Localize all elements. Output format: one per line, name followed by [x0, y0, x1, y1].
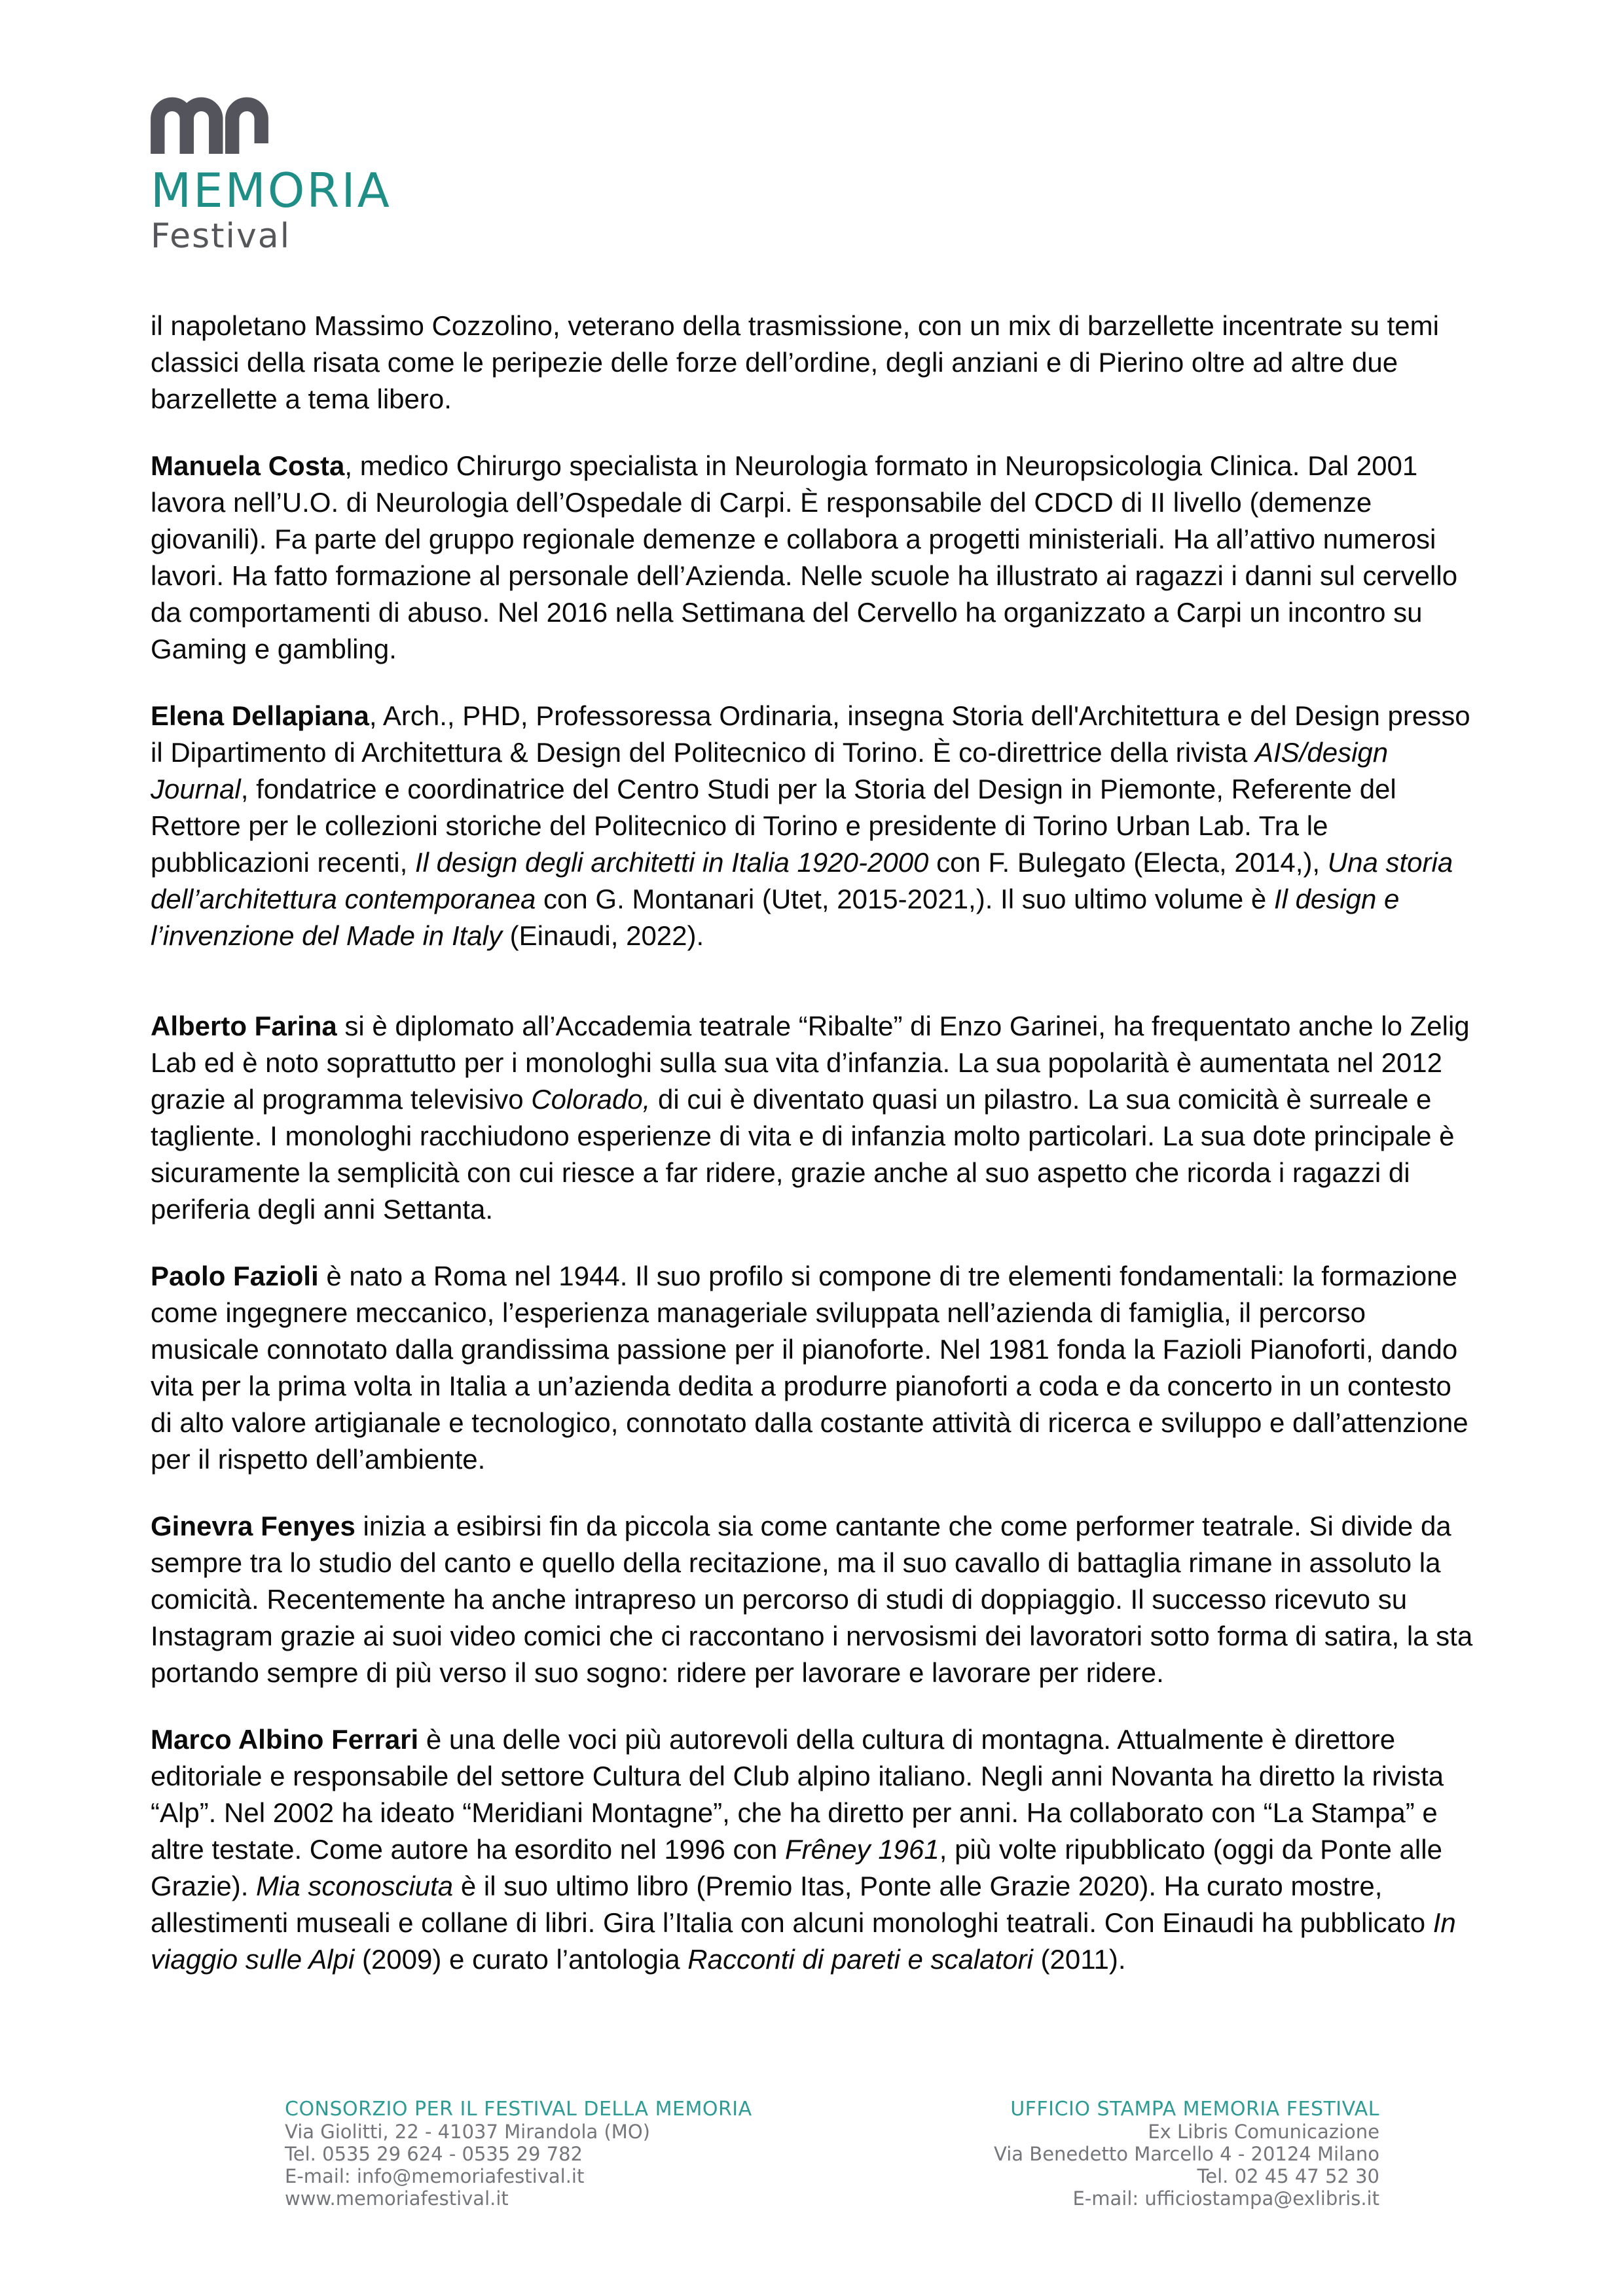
footer-ufficio-stampa-company: Ex Libris Comunicazione: [1148, 2121, 1379, 2143]
bio-text-block: [151, 308, 1473, 2008]
bio-paragraph-massimo-cozzolino: il napoletano Massimo Cozzolino, veterano della trasmissione, con un mix di barzellette incentrate su temi classici della risata come le peripezie delle forze dell’ordine, degli anziani e di Pierino oltre ad altre due barzellette a tema libero.: [151, 310, 1439, 414]
footer-consorzio-website: www.memoriafestival.it: [285, 2187, 509, 2210]
footer: [285, 2098, 1379, 2210]
logo-wordmark: MEMORIA: [151, 163, 392, 218]
footer-consorzio-heading: CONSORZIO PER IL FESTIVAL DELLA MEMORIA: [285, 2098, 752, 2121]
bio-paragraph-elena-dellapiana: Elena Dellapiana, Arch., PHD, Professoressa Ordinaria, insegna Storia dell'Architettura e del Design presso il Dipartimento di Architettura & Design del Politecnico di Torino. È co-direttrice della rivista AIS/design Journal, fondatrice e coordinatrice del Centro Studi per la Storia del Design in Piemonte, Referente del Rettore per le collezioni storiche del Politecnico di Torino e presidente di Torino Urban Lab. Tra le pubblicazioni recenti, Il design degli architetti in Italia 1920-2000 con F. Bulegato (Electa, 2014,), Una storia dell’architettura contemporanea con G. Montanari (Utet, 2015-2021,). Il suo ultimo volume è Il design e l’invenzione del Made in Italy (Einaudi, 2022).: [151, 700, 1470, 951]
logo-subtitle: Festival: [151, 217, 291, 256]
festival-logo: [151, 96, 392, 256]
footer-consorzio-email: E-mail: info@memoriafestival.it: [285, 2165, 585, 2187]
bio-paragraph-alberto-farina: Alberto Farina si è diplomato all’Accademia teatrale “Ribalte” di Enzo Garinei, ha frequentato anche lo Zelig Lab ed è noto soprattutto per i monologhi sulla sua vita d’infanzia. La sua popolarità è aumentata nel 2012 grazie al programma televisivo Colorado, di cui è diventato quasi un pilastro. La sua comicità è surreale e tagliente. I monologhi racchiudono esperienze di vita e di infanzia molto particolari. La sua dote principale è sicuramente la semplicità con cui riesce a far ridere, grazie anche al suo aspetto che ricorda i ragazzi di periferia degli anni Settanta.: [151, 1011, 1470, 1225]
footer-ufficio-stampa-phone: Tel. 02 45 47 52 30: [1197, 2165, 1379, 2187]
memoria-arches-icon: [151, 96, 268, 154]
footer-ufficio-stampa-heading: UFFICIO STAMPA MEMORIA FESTIVAL: [1010, 2098, 1379, 2121]
footer-consorzio-address: Via Giolitti, 22 - 41037 Mirandola (MO): [285, 2121, 650, 2143]
footer-consorzio-phone: Tel. 0535 29 624 - 0535 29 782: [285, 2143, 583, 2165]
bio-paragraph-manuela-costa: Manuela Costa, medico Chirurgo specialista in Neurologia formato in Neuropsicologia Clinica. Dal 2001 lavora nell’U.O. di Neurologia dell’Ospedale di Carpi. È responsabile del CDCD di II livello (demenze giovanili). Fa parte del gruppo regionale demenze e collabora a progetti ministeriali. Ha all’attivo numerosi lavori. Ha fatto formazione al personale dell’Azienda. Nelle scuole ha illustrato ai ragazzi i danni sul cervello da comportamenti di abuso. Nel 2016 nella Settimana del Cervello ha organizzato a Carpi un incontro su Gaming e gambling.: [151, 450, 1458, 664]
footer-ufficio-stampa-email: E-mail: ufficiostampa@exlibris.it: [1072, 2187, 1379, 2210]
bio-paragraph-ginevra-fenyes: Ginevra Fenyes inizia a esibirsi fin da piccola sia come cantante che come performer teatrale. Si divide da sempre tra lo studio del canto e quello della recitazione, ma il suo cavallo di battaglia rimane in assoluto la comicità. Recentemente ha anche intrapreso un percorso di studi di doppiaggio. Il successo ricevuto su Instagram grazie ai suoi video comici che ci raccontano i nervosismi dei lavoratori sotto forma di satira, la sta portando sempre di più verso il suo sogno: ridere per lavorare e lavorare per ridere.: [151, 1511, 1473, 1688]
bio-paragraph-marco-albino-ferrari: Marco Albino Ferrari è una delle voci più autorevoli della cultura di montagna. Attualmente è direttore editoriale e responsabile del settore Cultura del Club alpino italiano. Negli anni Novanta ha diretto la rivista “Alp”. Nel 2002 ha ideato “Meridiani Montagne”, che ha diretto per anni. Ha collaborato con “La Stampa” e altre testate. Come autore ha esordito nel 1996 con Frêney 1961, più volte ripubblicato (oggi da Ponte alle Grazie). Mia sconosciuta è il suo ultimo libro (Premio Itas, Ponte alle Grazie 2020). Ha curato mostre, allestimenti museali e collane di libri. Gira l’Italia con alcuni monologhi teatrali. Con Einaudi ha pubblicato In viaggio sulle Alpi (2009) e curato l’antologia Racconti di pareti e scalatori (2011).: [151, 1724, 1456, 1975]
footer-ufficio-stampa-address: Via Benedetto Marcello 4 - 20124 Milano: [994, 2143, 1379, 2165]
footer-consorzio: [285, 2098, 752, 2210]
footer-ufficio-stampa: [994, 2098, 1379, 2210]
bio-paragraph-paolo-fazioli: Paolo Fazioli è nato a Roma nel 1944. Il suo profilo si compone di tre elementi fondamentali: la formazione come ingegnere meccanico, l’esperienza manageriale sviluppata nell’azienda di famiglia, il percorso musicale connotato dalla grandissima passione per il pianoforte. Nel 1981 fonda la Fazioli Pianoforti, dando vita per la prima volta in Italia a un’azienda dedita a produrre pianoforti a coda e da concerto in un contesto di alto valore artigianale e tecnologico, connotato dalla costante attività di ricerca e sviluppo e dall’attenzione per il rispetto dell’ambiente.: [151, 1261, 1468, 1475]
